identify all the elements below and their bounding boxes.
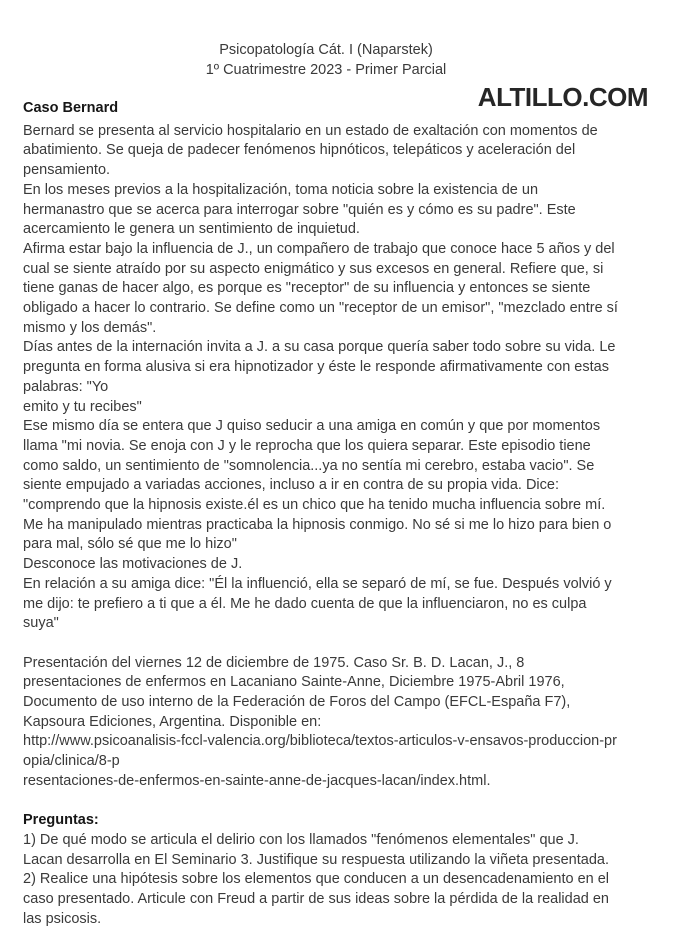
text-line: como saldo, un sentimiento de "somnolencia...ya no sentía mi cerebro, estaba vacio". Se: [23, 457, 595, 474]
text-line: Bernard se presenta al servicio hospitalario en un estado de exaltación con momentos de: [23, 122, 598, 139]
case-title: Caso Bernard: [23, 100, 119, 116]
text-line: hermanastro que se acerca para interrogar sobre "quién es y cómo es su padre". Este: [23, 201, 576, 218]
term-subtitle: 1º Cuatrimestre 2023 - Primer Parcial: [205, 61, 447, 78]
questions-title: Preguntas:: [23, 812, 99, 829]
text-line: Documento de uso interno de la Federación de Foros del Campo (EFCL-España F7),: [23, 694, 571, 711]
text-line: Me ha manipulado mientras practicaba la hipnosis conmigo. No sé si me lo hizo para bien o: [23, 516, 612, 533]
text-line: acercamiento le genera un sentimiento de inquietud.: [23, 221, 360, 238]
text-line: pensamiento.: [23, 162, 111, 179]
blank-line: [23, 792, 685, 812]
text-line: emito y tu recibes": [23, 398, 142, 415]
text-line: Días antes de la internación invita a J. a su casa porque quería saber todo sobre su vida. Le: [23, 339, 616, 356]
text-line: Lacan desarrolla en El Seminario 3. Justifique su respuesta utilizando la viñeta presentada.: [23, 851, 609, 868]
case-text: [23, 122, 685, 634]
text-line: presentaciones de enfermos en Lacaniano Sainte-Anne, Diciembre 1975-Abril 1976,: [23, 674, 565, 691]
text-line: para mal, sólo sé que me lo hizo": [23, 536, 237, 553]
text-line: Kapsoura Ediciones, Argentina. Disponible en:: [23, 713, 322, 730]
questions-text: [23, 831, 685, 930]
text-line: "comprendo que la hipnosis existe.él es un chico que ha tenido mucha influencia sobre mí.: [23, 497, 606, 514]
text-line: tiene ganas de hacer algo, es porque es "receptor" de su influencia y entonces se siente: [23, 280, 591, 297]
text-line: mismo y los demás".: [23, 319, 157, 336]
text-line: En los meses previos a la hospitalización, toma noticia sobre la existencia de un: [23, 181, 539, 198]
text-line: opia/clinica/8-p: [23, 753, 120, 770]
text-line: 1) De qué modo se articula el delirio con los llamados "fenómenos elementales" que J.: [23, 831, 579, 848]
text-line: Ese mismo día se entera que J quiso seducir a una amiga en común y que por momentos: [23, 418, 601, 435]
text-line: palabras: "Yo: [23, 378, 109, 395]
course-title: Psicopatología Cát. I (Naparstek): [219, 42, 433, 58]
text-line: las psicosis.: [23, 910, 102, 927]
text-line: caso presentado. Articule con Freud a partir de sus ideas sobre la pérdida de la realidad en: [23, 891, 609, 908]
text-line: En relación a su amiga dice: "Él la influenció, ella se separó de mí, se fue. Después volvió y: [23, 575, 612, 592]
text-line: 2) Realice una hipótesis sobre los elementos que conducen a un desencadenamiento en el: [23, 871, 610, 888]
text-line: Presentación del viernes 12 de diciembre de 1975. Caso Sr. B. D. Lacan, J., 8: [23, 654, 525, 671]
text-line: obligado a hacer lo contrario. Se define como un "receptor de un emisor", "mezclado entre sí: [23, 300, 618, 317]
altillo-logo: ALTILLO.COM: [477, 82, 648, 112]
text-line: llama "mi novia. Se enoja con J y le reprocha que los quiera separar. Este episodio tiene: [23, 437, 591, 454]
text-line: http://www.psicoanalisis-fccl-valencia.org/biblioteca/textos-articulos-v-ensavos-produccion-pr: [23, 733, 617, 750]
text-line: abatimiento. Se queja de padecer fenómenos hipnóticos, telepáticos y aceleración del: [23, 142, 576, 159]
text-line: me dijo: te prefiero a ti que a él. Me he dado cuenta de que la influenciaron, no es culpa: [23, 595, 587, 612]
text-line: suya": [23, 615, 59, 632]
text-line: Desconoce las motivaciones de J.: [23, 556, 243, 573]
text-line: resentaciones-de-enfermos-en-sainte-anne-de-jacques-lacan/index.html.: [23, 772, 491, 789]
text-line: Afirma estar bajo la influencia de J., un compañero de trabajo que conoce hace 5 años y del: [23, 240, 615, 257]
blank-line: [23, 634, 685, 654]
text-line: cual se siente atraído por su aspecto enigmático y sus excesos en general. Refiere que, si: [23, 260, 604, 277]
text-line: pregunta en forma alusiva si era hipnotizador y éste le responde afirmativamente con estas: [23, 359, 609, 376]
document-body: [23, 99, 685, 930]
reference-text: [23, 654, 685, 792]
document-header: [0, 41, 652, 80]
text-line: siente empujado a variadas acciones, incluso a ir en contra de su propia vida. Dice:: [23, 477, 559, 494]
